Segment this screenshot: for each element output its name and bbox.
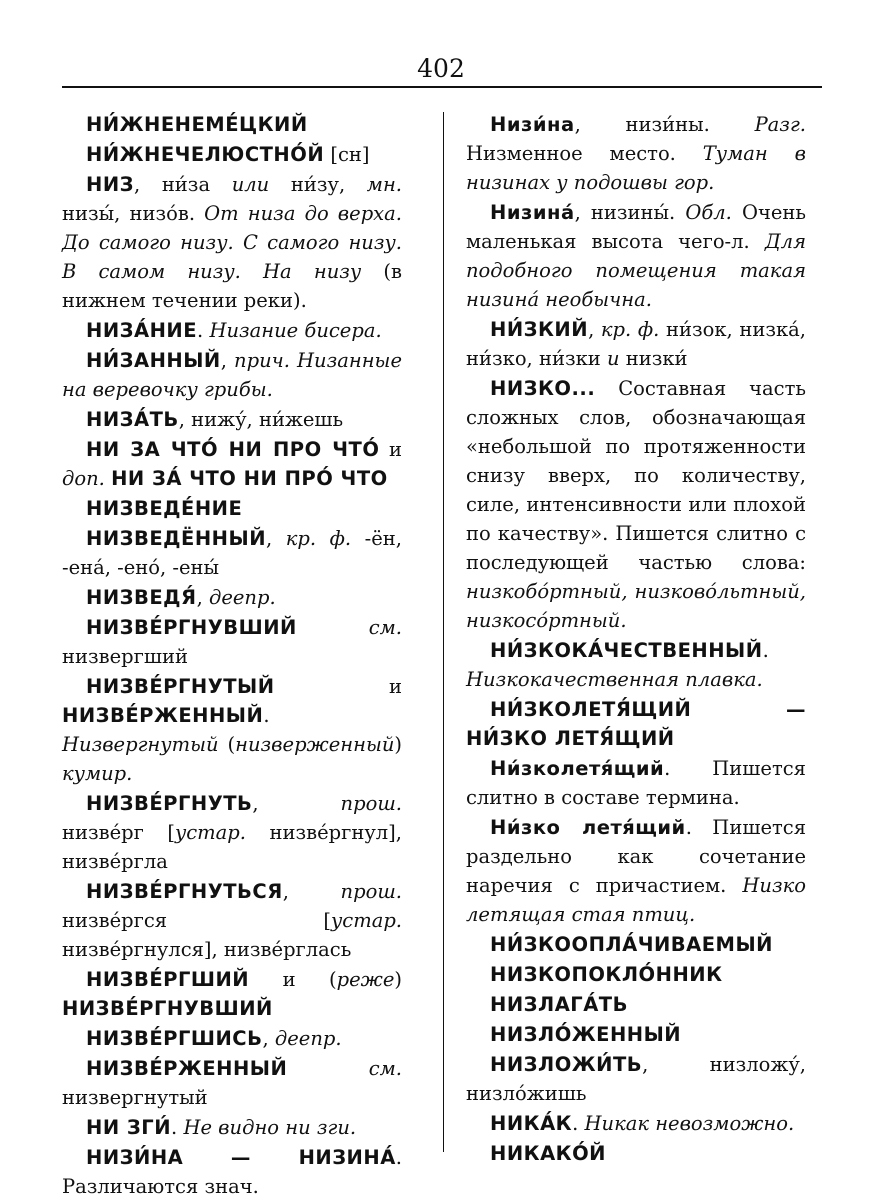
entry-headword: НИЗА́ТЬ [86,408,179,431]
entry-text: ни́зок, низка́, ни́зко, ни́зки [466,318,806,370]
entry-text: , [196,586,209,609]
dictionary-entry [62,346,402,404]
entry-italic-text: Обл. [685,201,732,224]
entry-italic-text: деепр. [274,1027,342,1050]
entry-italic-text: устар. [174,821,246,844]
entry-headword: НИ́ЗКИЙ [490,318,589,341]
entry-text: , [282,880,341,903]
entry-headword: НИЗВЕ́РГНУТЬСЯ [86,880,283,903]
dictionary-entry [62,524,402,582]
dictionary-entry [62,789,402,876]
right-column [466,110,806,1169]
entry-headword: НИЗИ́НА — НИЗИНА́ [86,1146,396,1169]
entry-text: . [572,1112,585,1135]
entry-italic-text: От низа до верха. До самого низу. С самого низу. В самом низу. На низу [62,202,403,283]
dictionary-entry [466,374,806,635]
entry-headword: НИЗВЕДЁННЫЙ [86,527,267,550]
entry-text [297,616,369,639]
entry-italic-text: реже [336,968,395,991]
entry-headword: Ни́зколетя́щий [490,757,665,780]
dictionary-entry [62,405,402,434]
entry-text: низвергший [62,645,188,668]
entry-headword: НИЗВЕ́РГНУВШИЙ [62,997,273,1020]
dictionary-entry [62,1054,402,1112]
dictionary-entry [466,198,806,314]
entry-headword: НИЗВЕ́РГШИЙ [86,968,250,991]
entry-italic-text: см. [368,1057,402,1080]
entry-headword: НИЗВЕ́РГНУТЬ [86,792,253,815]
dictionary-entry [62,877,402,964]
entry-italic-text: Никак невозможно. [584,1112,795,1135]
entry-italic-text: см. [368,616,402,639]
dictionary-entry [62,170,402,315]
dictionary-entry [62,140,402,169]
entry-text: , низи́ны. [574,113,755,136]
entry-text: . [762,639,769,662]
entry-text: , [588,318,601,341]
entry-text: и [274,675,402,698]
entry-italic-text: Низвергнутый [62,733,219,756]
entry-text: . [197,319,210,342]
entry-italic-text: низверженный [235,733,395,756]
entry-text: [сн] [324,143,370,166]
entry-italic-text: прош. [340,792,402,815]
entry-headword: НИ́ЗАННЫЙ [86,349,221,372]
entry-headword: НИ́ЗКОЛЕТЯ́ЩИЙ — НИ́ЗКО ЛЕТЯ́ЩИЙ [466,698,806,750]
dictionary-entry [466,930,806,959]
dictionary-entry [466,1139,806,1168]
entry-headword: Ни́зко летя́щий [490,816,686,839]
entry-text: (в нижнем течении реки). [62,260,402,312]
entry-text: Очень маленькая высота чего-л. [466,201,807,253]
entry-text: низве́ргся [ [62,909,331,932]
dictionary-entry [466,315,806,373]
entry-headword: НИКАКО́Й [490,1142,607,1165]
entry-text: , низложу́, низло́жишь [466,1053,806,1105]
entry-text: низки́ [619,347,688,370]
entry-headword: НИ́ЖНЕНЕМЕ́ЦКИЙ [86,113,308,136]
dictionary-entry [62,435,402,493]
entry-headword: НИЗКО... [490,377,596,400]
entry-italic-text: и [606,347,620,370]
entry-text: , низины́. [574,201,686,224]
dictionary-entry [62,110,402,139]
header-rule [62,86,822,88]
entry-text: ни́зу, [269,173,367,196]
entry-text: . [171,1116,184,1139]
entry-text: низве́ргнулся], низве́рглась [62,938,352,961]
entry-headword: НИЗВЕ́РГШИСЬ [86,1027,263,1050]
dictionary-entry [466,990,806,1019]
entry-italic-text: Низкокачественная плавка. [466,668,763,691]
entry-headword: НИЗЛАГА́ТЬ [490,993,628,1016]
entry-text: низвергнутый [62,1086,208,1109]
entry-text: и [379,438,402,461]
entry-headword: НИЗВЕДЕ́НИЕ [86,497,243,520]
entry-text: ) [394,968,402,991]
dictionary-entry [466,1109,806,1138]
entry-italic-text: кр. ф. [600,318,660,341]
entry-italic-text: деепр. [208,586,276,609]
entry-text: . Различаются знач. [62,1146,402,1198]
entry-text: Низменное место. [466,142,703,165]
entry-headword: НИ́ЖНЕЧЕЛЮСТНО́Й [86,143,325,166]
entry-headword: НИЗВЕ́РЖЕННЫЙ [86,1057,288,1080]
entry-italic-text: прош. [340,880,402,903]
entry-headword: НИ́ЗКОКА́ЧЕСТВЕННЫЙ [490,639,763,662]
entry-headword: НИ́ЗКООПЛА́ЧИВАЕМЫЙ [490,933,773,956]
dictionary-entry [62,1024,402,1053]
entry-italic-text: устар. [330,909,402,932]
entry-headword: НИЗВЕ́РГНУВШИЙ [86,616,297,639]
entry-headword: Низина́ [490,201,575,224]
dictionary-entry [62,1143,402,1201]
entry-text: , [220,349,235,372]
dictionary-entry [62,613,402,671]
dictionary-entry [62,1113,402,1142]
entry-italic-text: Разг. [754,113,806,136]
entry-headword: НИЗКОПОКЛО́ННИК [490,963,723,986]
dictionary-entry [466,1050,806,1108]
entry-text: -ён, -ена́, -ено́, -ены́ [62,527,402,579]
left-column [62,110,402,1202]
entry-text: ( [218,733,236,756]
dictionary-entry [466,636,806,694]
entry-text: , нижу́, ни́жешь [178,408,344,431]
entry-text: и ( [249,968,337,991]
entry-text: , [266,527,286,550]
entry-text: , [252,792,341,815]
entry-italic-text: Низко летящая стая птиц. [466,874,806,926]
dictionary-entry [62,583,402,612]
dictionary-entry [466,110,806,197]
entry-headword: НИЗВЕДЯ́ [86,586,197,609]
entry-headword: НИЗВЕ́РЖЕННЫЙ [62,704,264,727]
entry-headword: Низи́на [490,113,575,136]
entry-headword: НИКА́К [490,1112,573,1135]
entry-italic-text: Не видно ни зги. [183,1116,357,1139]
dictionary-entry [466,754,806,812]
dictionary-entry [466,1020,806,1049]
entry-headword: НИ ЗА ЧТО́ НИ ПРО ЧТО́ [86,438,380,461]
entry-italic-text: Для подобного помещения такая низина́ необычна. [466,230,806,311]
entry-headword: НИЗА́НИЕ [86,319,198,342]
entry-text: , ни́за [134,173,232,196]
column-divider [443,112,444,1152]
entry-italic-text: прич. Низанные на веревочку грибы. [62,349,402,401]
entry-headword: НИЗВЕ́РГНУТЫЙ [86,675,275,698]
entry-headword: НИЗ [86,173,134,196]
entry-text: низы́, низо́в. [62,202,205,225]
entry-text [287,1057,368,1080]
entry-text: . Пишется слитно в составе термина. [466,757,806,809]
entry-text: . Пишется раздельно как сочетание наречия с причастием. [466,816,806,897]
entry-text: Составная часть сложных слов, обозначающая «небольшой по протяженности снизу вверх, по количеству, силе, интенсивности или плохой по качеству». Пишется слитно с последующей частью слова: [466,377,806,574]
entry-text: ) [394,733,402,756]
entry-text: , [262,1027,275,1050]
entry-headword: НИ ЗГИ́ [86,1116,172,1139]
entry-italic-text: кр. ф. [285,527,352,550]
entry-italic-text: доп. [62,467,105,490]
page-number: 402 [417,54,465,83]
dictionary-entry [62,494,402,523]
entry-italic-text: кумир. [62,762,133,785]
dictionary-entry [466,695,806,753]
entry-italic-text: Низание бисера. [209,319,382,342]
entry-text: . [263,704,270,727]
dictionary-entry [466,813,806,929]
entry-italic-text: мн. [366,173,402,196]
entry-italic-text: или [231,173,270,196]
entry-headword: НИЗЛО́ЖЕННЫЙ [490,1023,682,1046]
dictionary-entry [62,316,402,345]
entry-italic-text: низкобо́ртный, низково́льтный, низкосо́ртный. [466,580,806,632]
entry-italic-text: Туман в низинах у подошвы гор. [466,142,806,194]
dictionary-entry [466,960,806,989]
entry-text: низве́рг [ [62,821,175,844]
dictionary-entry [62,672,402,788]
entry-text: низве́ргнул], низве́ргла [62,821,402,873]
dictionary-entry [62,965,402,1023]
entry-headword: НИ ЗА́ ЧТО НИ ПРО́ ЧТО [111,467,388,490]
entry-headword: НИЗЛОЖИ́ТЬ [490,1053,643,1076]
